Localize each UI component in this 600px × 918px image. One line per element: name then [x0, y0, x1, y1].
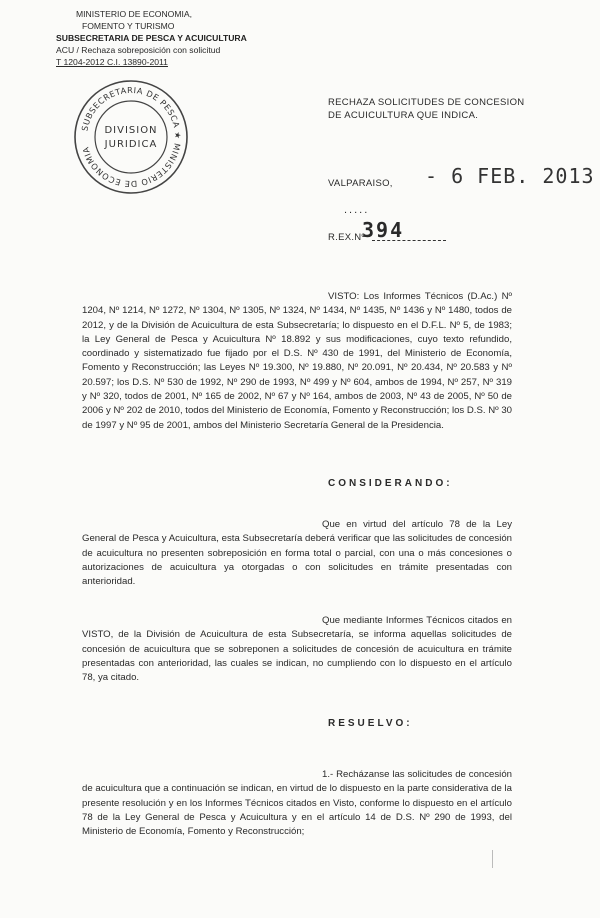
visto-section [82, 290, 512, 433]
margin-mark [492, 850, 497, 868]
stamp-center-line-2: JURIDICA [104, 139, 158, 150]
considerando-1-section [82, 518, 512, 589]
subsecretaria-line: SUBSECRETARIA DE PESCA Y ACUICULTURA [56, 33, 247, 43]
resolution-dots: ..... [344, 204, 370, 216]
ministry-line-2: FOMENTO Y TURISMO [82, 21, 175, 31]
considerando-2-section [82, 614, 512, 685]
stamp-ring-text: SUBSECRETARIA DE PESCA ★ MINISTERIO DE ECONOMIA [79, 84, 184, 190]
resolution-underline [372, 240, 446, 241]
resuelvo-paragraph-1: 1.- Recházanse las solicitudes de concesión de acuicultura que a continuación se indican, en virtud de lo dispuesto en la parte considerativa de la presente resolución y en los Informes Técnicos citados en Visto, conforme lo dispuesto en el artículo 78 de la Ley General de Pesca y Acuicultura y en el artículo 14 de D.S. Nº 290 de 1993, del Ministerio de Economía, Fomento y Reconstrucción; [82, 769, 512, 838]
letterhead [56, 8, 296, 68]
document-subject: RECHAZA SOLICITUDES DE CONCESION DE ACUICULTURA QUE INDICA. [328, 97, 525, 121]
resuelvo-1-section [82, 768, 512, 839]
resolution-number: 394 [362, 218, 405, 242]
reference-line: ACU / Rechaza sobreposición con solicitud [56, 45, 221, 55]
resuelvo-heading: RESUELVO: [328, 718, 413, 729]
division-juridica-stamp [72, 78, 190, 196]
place-label: VALPARAISO, [328, 178, 393, 189]
resolution-label: R.EX.Nº [328, 232, 366, 243]
visto-paragraph: VISTO: Los Informes Técnicos (D.Ac.) Nº 1204, Nº 1214, Nº 1272, Nº 1304, Nº 1305, Nº 1324, Nº 1434, Nº 1435, Nº 1436 y Nº 1480, todos de 2012, y de la División de Acuicultura de esta Subsecretaría; lo dispuesto en el D.F.L. Nº 5, de 1983; la Ley General de Pesca y Acuicultura Nº 18.892 y sus modificaciones, cuyo texto refundido, coordinado y sistematizado fue fijado por el D.S. Nº 430 de 1991, del Ministerio de Economía, Fomento y Reconstrucción; las Leyes Nº 19.300, Nº 19.880, Nº 20.091, Nº 20.434, Nº 20.583 y Nº 20.597; los D.S. Nº 530 de 1992, Nº 290 de 1993, Nº 499 y Nº 604, ambos de 1994, Nº 257, Nº 319 y Nº 320, todos de 2001, Nº 165 de 2002, Nº 67 y Nº 164, ambos de 2003, Nº 43 de 2005, Nº 50 de 2006 y Nº 202 de 2010, todos del Ministerio de Economía, Fomento y Reconstrucción; los D.S. Nº 30 de 1997 y Nº 95 de 2001, ambos del Ministerio Secretaría General de la Presidencia. [82, 291, 512, 431]
considerando-paragraph-1: Que en virtud del artículo 78 de la Ley General de Pesca y Acuicultura, esta Subsecretaría deberá verificar que las solicitudes de concesión de acuicultura no presenten sobreposición en forma total o parcial, con una o más concesiones o autorizaciones de acuicultura ya otorgadas o con solicitudes en trámite presentadas con anterioridad. [82, 519, 512, 588]
ministry-line-1: MINISTERIO DE ECONOMIA, [76, 9, 193, 19]
considerando-heading: CONSIDERANDO: [328, 478, 453, 489]
date-stamp: - 6 FEB. 2013 [425, 164, 595, 188]
file-reference-line: T 1204-2012 C.I. 13890-2011 [56, 57, 168, 67]
stamp-center-line-1: DIVISION [104, 125, 158, 136]
considerando-paragraph-2: Que mediante Informes Técnicos citados en VISTO, de la División de Acuicultura de esta Subsecretaría, se informa aquellas solicitudes de concesión de acuicultura que se sobreponen a solicitudes de concesión de acuicultura en trámite presentadas con anterioridad, las cuales se indican, no cumpliendo con lo dispuesto en el artículo 78, ya citado. [82, 615, 512, 684]
stamp-seal-icon [72, 78, 190, 196]
